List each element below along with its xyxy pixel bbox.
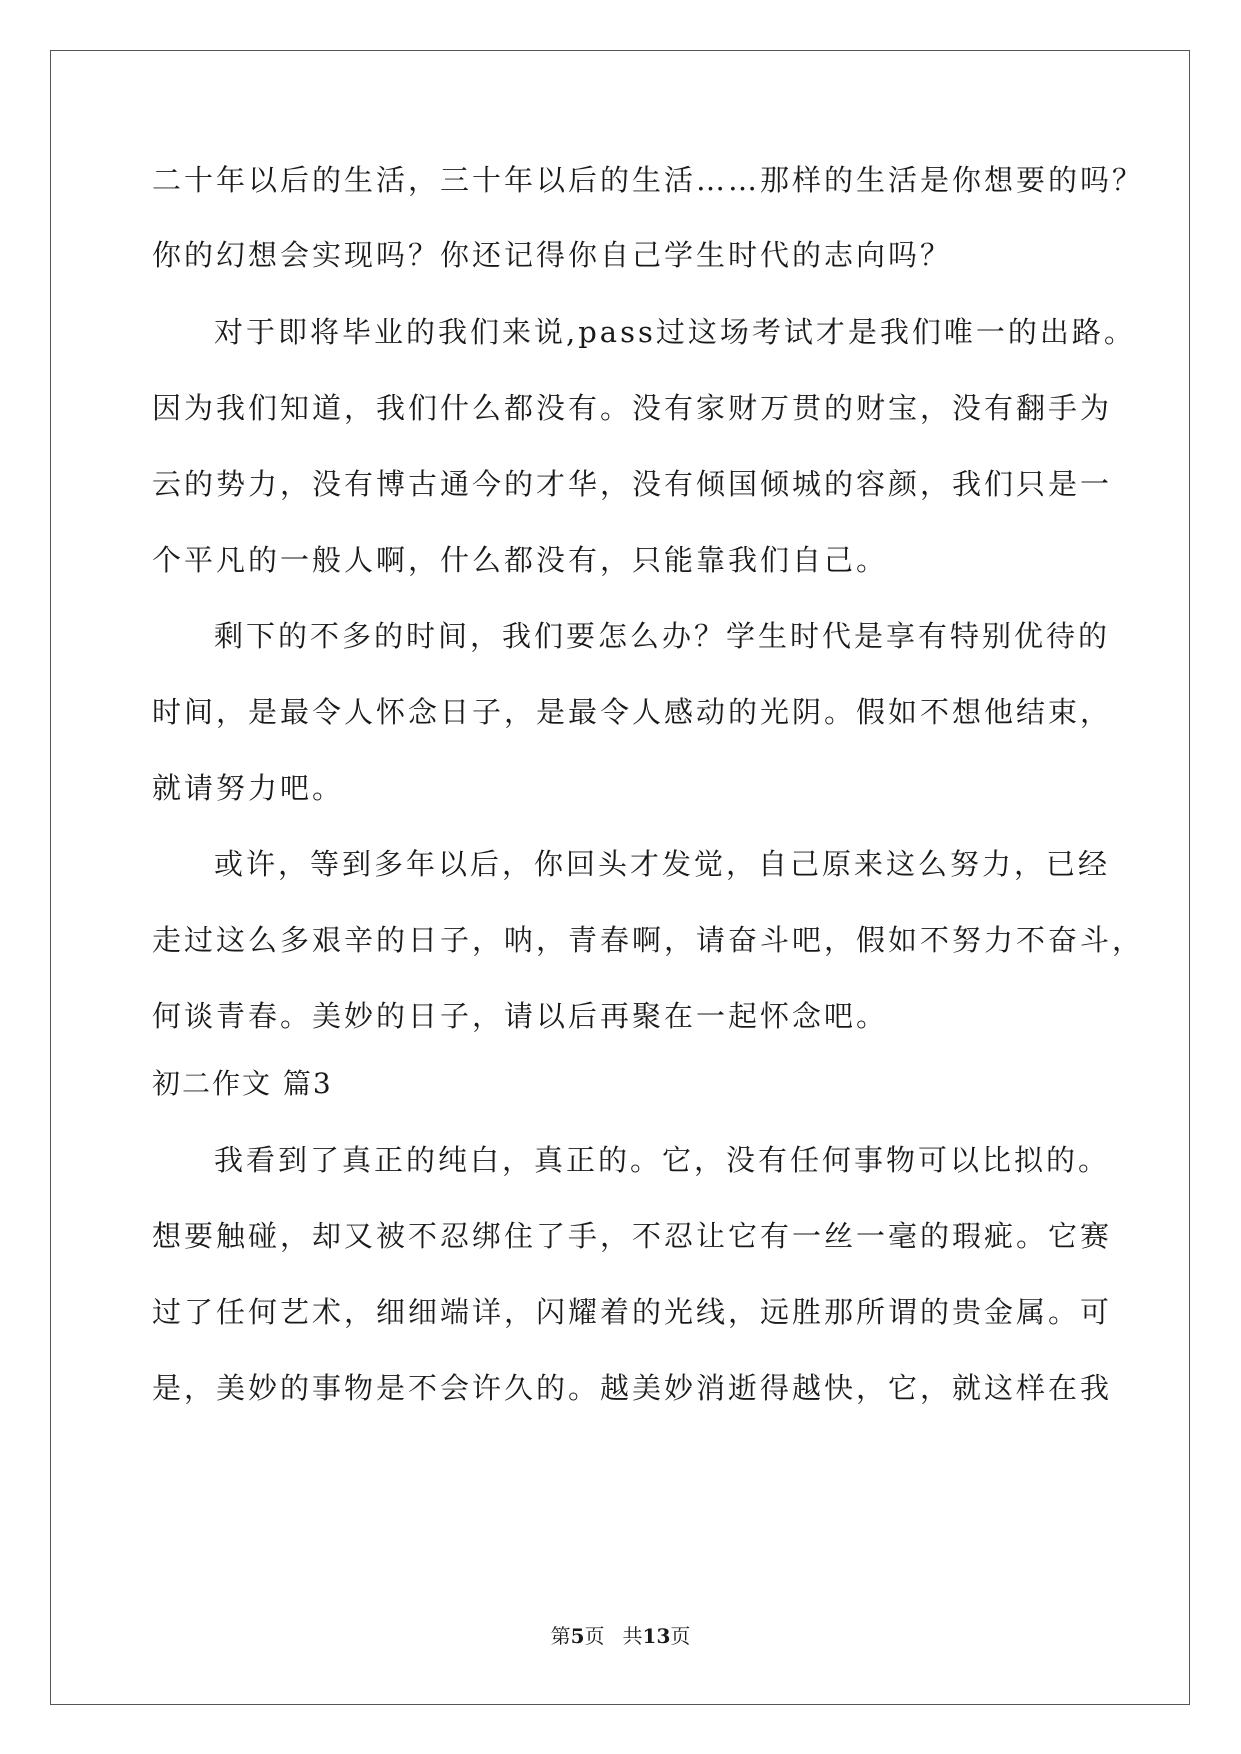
paragraph-line: 云的势力，没有博古通今的才华，没有倾国倾城的容颜，我们只是一 [152,467,1113,501]
paragraph-line: 或许，等到多年以后，你回头才发觉，自己原来这么努力，已经 [214,847,1111,881]
paragraph-line: 因为我们知道，我们什么都没有。没有家财万贯的财宝，没有翻手为 [152,391,1113,425]
paragraph-line: 个平凡的一般人啊，什么都没有，只能靠我们自己。 [152,543,889,577]
paragraph-line: 你的幻想会实现吗？你还记得你自己学生时代的志向吗？ [152,238,953,272]
paragraph-line: 剩下的不多的时间，我们要怎么办？学生时代是享有特别优待的 [214,619,1111,653]
total-suffix: 页 [670,1624,691,1648]
page-number: 5 [570,1624,585,1648]
total-prefix: 共 [622,1624,643,1648]
paragraph-line: 二十年以后的生活，三十年以后的生活……那样的生活是你想要的吗？ [152,163,1145,197]
total-pages: 13 [642,1624,671,1648]
page-prefix: 第 [550,1624,571,1648]
page-suffix: 页 [584,1624,605,1648]
paragraph-line: 过了任何艺术，细细端详，闪耀着的光线，远胜那所谓的贵金属。可 [152,1295,1113,1329]
paragraph-line: 对于即将毕业的我们来说,pass过这场考试才是我们唯一的出路。 [214,315,1136,349]
paragraph-line: 是，美妙的事物是不会许久的。越美妙消逝得越快，它，就这样在我 [152,1371,1113,1405]
paragraph-line: 想要触碰，却又被不忍绑住了手，不忍让它有一丝一毫的瑕疵。它赛 [152,1219,1113,1253]
paragraph-line: 时间，是最令人怀念日子，是最令人感动的光阴。假如不想他结束， [152,695,1113,729]
paragraph-line: 就请努力吧。 [152,771,345,805]
paragraph-line: 走过这么多艰辛的日子，呐，青春啊，请奋斗吧，假如不努力不奋斗， [152,923,1145,957]
paragraph-line: 何谈青春。美妙的日子，请以后再聚在一起怀念吧。 [152,999,889,1033]
paragraph-line: 我看到了真正的纯白，真正的。它，没有任何事物可以比拟的。 [214,1143,1111,1177]
section-heading: 初二作文 篇3 [152,1067,333,1100]
page-footer [0,1622,1241,1650]
